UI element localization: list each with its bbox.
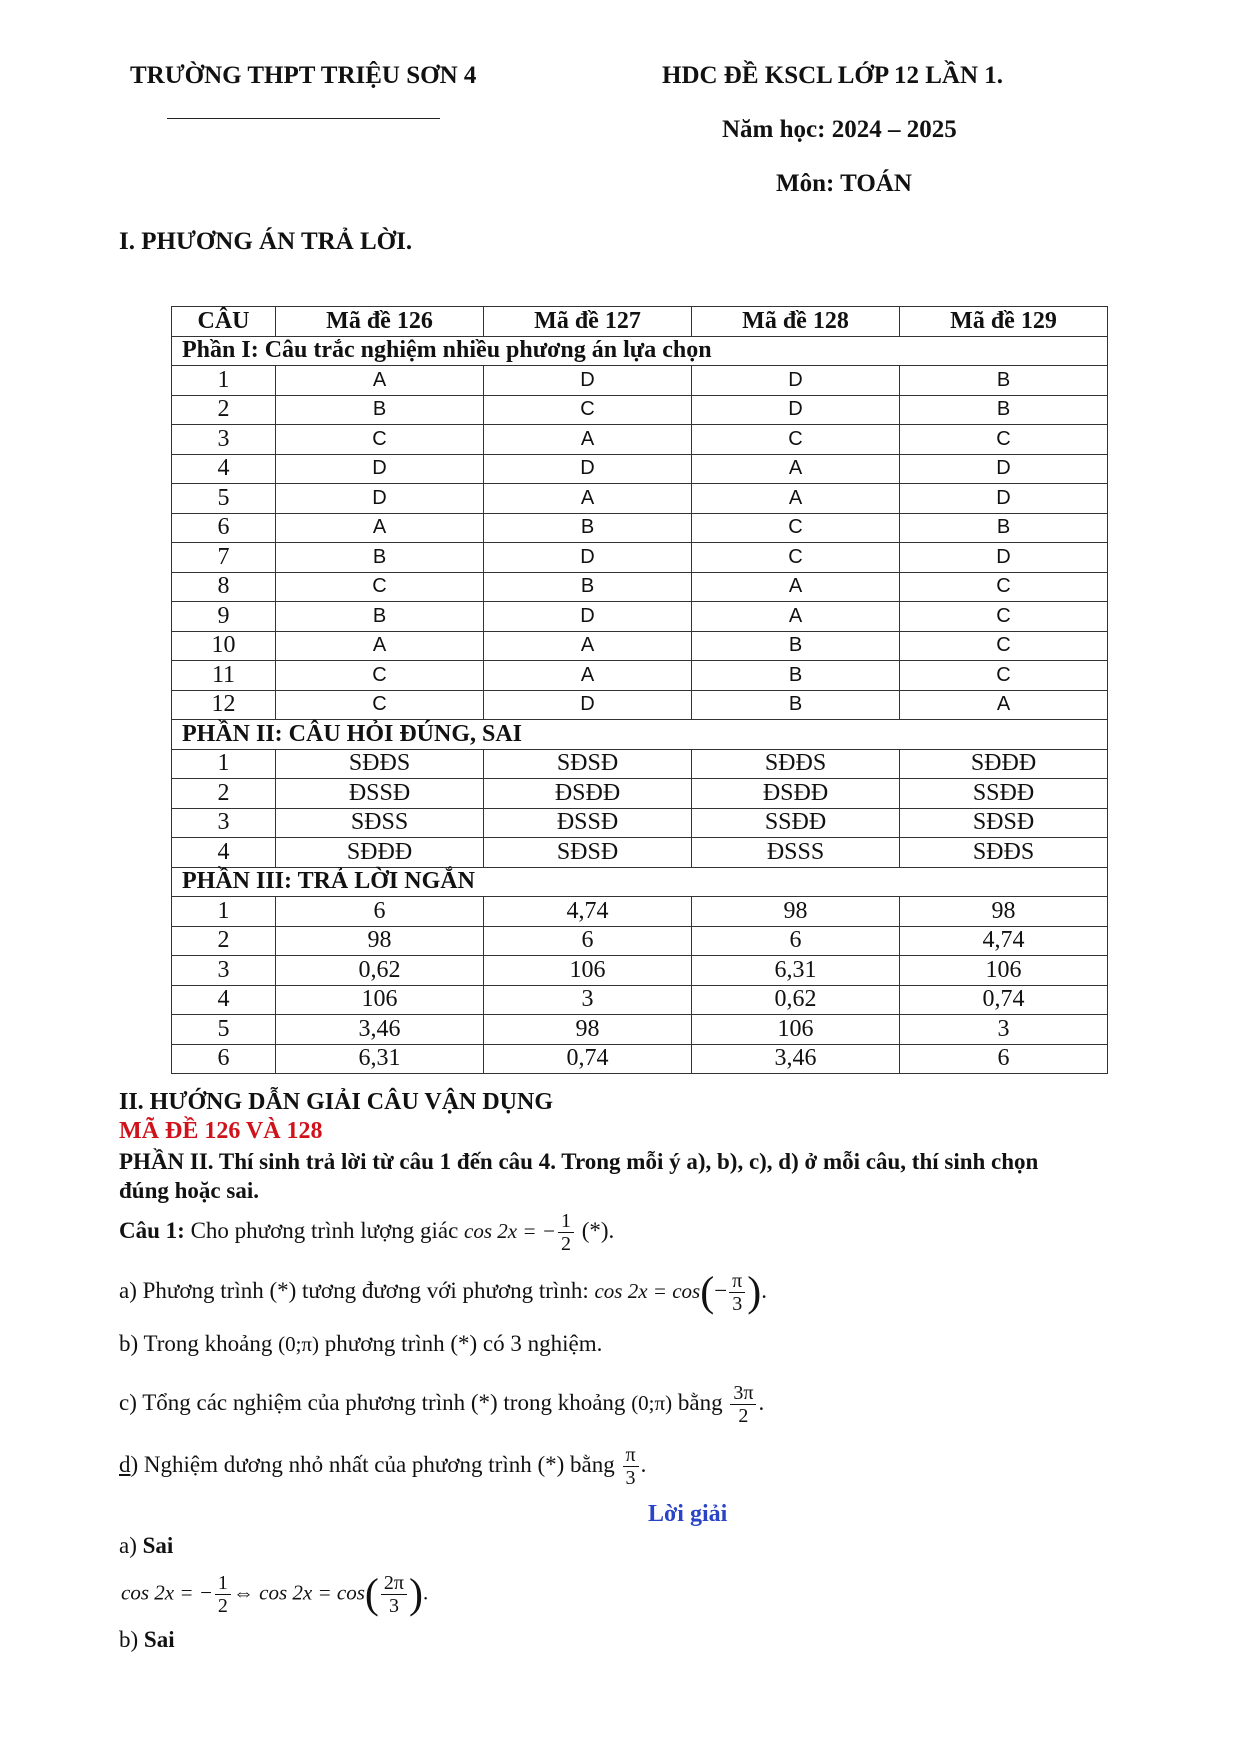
answer-cell: D: [900, 484, 1108, 514]
question-number-cell: 4: [172, 838, 276, 868]
answer-cell: ĐSSĐ: [484, 808, 692, 838]
question-number-cell: 2: [172, 926, 276, 956]
answer-cell: C: [900, 631, 1108, 661]
answer-cell: C: [692, 425, 900, 455]
question1-text: Cho phương trình lượng giác: [190, 1217, 459, 1243]
table-row: [172, 779, 1108, 809]
answer-cell: 106: [484, 956, 692, 986]
question1-option-d: d) Nghiệm dương nhỏ nhất của phương trình (*) bằng $\frac{\pi}{3}$ .: [119, 1444, 647, 1489]
answer-cell: B: [276, 395, 484, 425]
answer-cell: 106: [692, 1015, 900, 1045]
answer-cell: D: [484, 543, 692, 573]
table-row: [172, 631, 1108, 661]
solution-a-equiv: ⇔ cos 2x = cos: [232, 1580, 365, 1605]
question-number-cell: 10: [172, 631, 276, 661]
answer-cell: 3,46: [276, 1015, 484, 1045]
solution-title: Lời giải: [648, 1501, 728, 1527]
question-number-cell: 1: [172, 366, 276, 396]
question-number-cell: 5: [172, 1015, 276, 1045]
answer-cell: 3: [900, 1015, 1108, 1045]
option-c-word: bằng: [677, 1389, 723, 1415]
question-number-cell: 3: [172, 956, 276, 986]
answer-cell: 3,46: [692, 1044, 900, 1074]
answer-cell: A: [484, 631, 692, 661]
table-header-row: [172, 307, 1108, 337]
section-title-cell: PHẦN III: TRẢ LỜI NGẮN: [172, 867, 1108, 897]
answer-cell: A: [692, 484, 900, 514]
right-paren: ): [409, 1571, 423, 1618]
exam-title: HDC ĐỀ KSCL LỚP 12 LẦN 1.: [662, 62, 1004, 89]
question-number-cell: 5: [172, 484, 276, 514]
question-number-cell: 9: [172, 602, 276, 632]
answer-cell: B: [900, 513, 1108, 543]
fraction-numerator: 1: [215, 1572, 231, 1595]
part2-title-row: [172, 720, 1108, 750]
question-number-cell: 12: [172, 690, 276, 720]
answer-cell: A: [900, 690, 1108, 720]
table-row: [172, 926, 1108, 956]
answer-cell: D: [900, 543, 1108, 573]
answer-cell: A: [484, 425, 692, 455]
answer-cell: D: [276, 454, 484, 484]
answer-cell: 6: [900, 1044, 1108, 1074]
answer-cell: ĐSSĐ: [276, 779, 484, 809]
answer-cell: 0,62: [692, 985, 900, 1015]
question1-option-a: a) Phương trình (*) tương đương với phương trình: cos 2x = cos(− $\frac{\pi}{3}$ ).: [119, 1269, 768, 1316]
question1-line: [119, 1210, 614, 1255]
question-number-cell: 7: [172, 543, 276, 573]
subject: Môn: TOÁN: [776, 170, 912, 197]
answer-cell: B: [276, 543, 484, 573]
answer-cell: 98: [484, 1015, 692, 1045]
question-number-cell: 1: [172, 897, 276, 927]
answer-cell: C: [276, 425, 484, 455]
table-row: [172, 484, 1108, 514]
answer-cell: 106: [900, 956, 1108, 986]
table-row: [172, 454, 1108, 484]
answer-cell: D: [484, 454, 692, 484]
answer-cell: 6,31: [692, 956, 900, 986]
question1-option-b: [119, 1330, 602, 1358]
answer-cell: D: [484, 366, 692, 396]
question1-equation-lhs: cos 2x = −: [464, 1218, 556, 1243]
answer-cell: C: [276, 661, 484, 691]
table-row: [172, 749, 1108, 779]
answer-cell: 4,74: [900, 926, 1108, 956]
answer-cell: 0,62: [276, 956, 484, 986]
answer-cell: D: [692, 395, 900, 425]
question1-fraction: [558, 1210, 574, 1255]
table-row: [172, 690, 1108, 720]
answer-cell: SSĐĐ: [692, 808, 900, 838]
section1-title: I. PHƯƠNG ÁN TRẢ LỜI.: [119, 228, 413, 255]
fraction-numerator: 1: [558, 1210, 574, 1233]
answer-cell: SĐĐS: [900, 838, 1108, 868]
question-number-cell: 2: [172, 395, 276, 425]
answer-cell: B: [692, 661, 900, 691]
option-d-prefix: d: [119, 1451, 131, 1477]
question-number-cell: 11: [172, 661, 276, 691]
question-number-cell: 6: [172, 1044, 276, 1074]
code-title: MÃ ĐỀ 126 VÀ 128: [119, 1118, 323, 1144]
answer-cell: 0,74: [900, 985, 1108, 1015]
section-title-cell: PHẦN II: CÂU HỎI ĐÚNG, SAI: [172, 720, 1108, 750]
answer-cell: ĐSĐĐ: [484, 779, 692, 809]
answer-cell: B: [484, 572, 692, 602]
header-cell: Mã đề 128: [692, 307, 900, 337]
option-b-rest: phương trình (*) có 3 nghiệm.: [324, 1331, 603, 1356]
question-number-cell: 3: [172, 425, 276, 455]
table-row: [172, 661, 1108, 691]
answer-cell: B: [484, 513, 692, 543]
answer-cell: A: [276, 366, 484, 396]
table-row: [172, 1015, 1108, 1045]
table-row: [172, 572, 1108, 602]
answer-cell: C: [484, 395, 692, 425]
answer-cell: B: [900, 366, 1108, 396]
solution-a-lhs: cos 2x = −: [121, 1580, 213, 1605]
answer-cell: SĐSĐ: [484, 838, 692, 868]
table-row: [172, 602, 1108, 632]
option-a-math: cos 2x = cos: [594, 1278, 701, 1303]
answer-cell: D: [692, 366, 900, 396]
answer-cell: A: [692, 602, 900, 632]
option-b-interval: (0;π): [278, 1332, 320, 1356]
question1-option-c: c) Tổng các nghiệm của phương trình (*) trong khoảng (0;π) bằng $\frac{3\pi}{2}$ .: [119, 1382, 765, 1427]
solution-b-label: [119, 1626, 175, 1654]
fraction-numerator: 2π: [381, 1572, 407, 1595]
answer-cell: C: [900, 661, 1108, 691]
answer-cell: ĐSĐĐ: [692, 779, 900, 809]
part1-title-row: [172, 336, 1108, 366]
fraction-denominator: 3: [732, 1293, 743, 1315]
answer-cell: SĐĐĐ: [900, 749, 1108, 779]
answer-cell: D: [276, 484, 484, 514]
answer-cell: ĐSSS: [692, 838, 900, 868]
answer-cell: C: [692, 513, 900, 543]
question-number-cell: 6: [172, 513, 276, 543]
header-cell: Mã đề 127: [484, 307, 692, 337]
left-paren: (: [364, 1571, 379, 1618]
table-row: [172, 808, 1108, 838]
answer-cell: SĐĐĐ: [276, 838, 484, 868]
table-row: [172, 395, 1108, 425]
part2-instruction-line1: PHẦN II. Thí sinh trả lời từ câu 1 đến câu 4. Trong mỗi ý a), b), c), d) ở mỗi câu, thí sinh chọn: [119, 1149, 1039, 1174]
answer-cell: 6: [276, 897, 484, 927]
option-c-fraction: [730, 1382, 756, 1427]
question-number-cell: 2: [172, 779, 276, 809]
answer-cell: A: [276, 513, 484, 543]
table-row: [172, 543, 1108, 573]
table-row: [172, 425, 1108, 455]
question-number-cell: 4: [172, 985, 276, 1015]
answer-cell: B: [276, 602, 484, 632]
minus-sign: −: [714, 1277, 728, 1303]
option-d-text: ) Nghiệm dương nhỏ nhất của phương trình (*) bằng: [130, 1451, 615, 1477]
answer-cell: A: [484, 484, 692, 514]
fraction-denominator: 3: [388, 1595, 399, 1617]
header-cell: CÂU: [172, 307, 276, 337]
answer-cell: 106: [276, 985, 484, 1015]
solution-a-letter: a): [119, 1533, 137, 1558]
answer-cell: 6,31: [276, 1044, 484, 1074]
part2-instruction-line2: đúng hoặc sai.: [119, 1178, 259, 1203]
answer-cell: 3: [484, 985, 692, 1015]
fraction-denominator: 2: [217, 1595, 228, 1617]
option-c-text: c) Tổng các nghiệm của phương trình (*) trong khoảng: [119, 1389, 626, 1415]
fraction-numerator: 3π: [730, 1382, 756, 1405]
header-cell: Mã đề 126: [276, 307, 484, 337]
answer-cell: A: [692, 454, 900, 484]
section-title-cell: Phần I: Câu trắc nghiệm nhiều phương án lựa chọn: [172, 336, 1108, 366]
option-a-fraction: [729, 1270, 745, 1315]
fraction-denominator: 2: [738, 1405, 749, 1427]
answer-cell: 98: [900, 897, 1108, 927]
solution-a-equation: cos 2x = − $\frac{1}{2}$ ⇔ cos 2x = cos( $\frac{2\pi}{3}$ ).: [121, 1571, 429, 1618]
table-row: [172, 366, 1108, 396]
question1-label: Câu 1:: [119, 1217, 185, 1243]
answer-table: [171, 306, 1108, 1074]
fraction-denominator: 2: [560, 1233, 571, 1255]
fraction-numerator: π: [729, 1270, 745, 1293]
answer-cell: 6: [692, 926, 900, 956]
table-row: [172, 985, 1108, 1015]
answer-cell: B: [900, 395, 1108, 425]
header-underline: [167, 118, 440, 119]
answer-cell: C: [900, 425, 1108, 455]
school-year: Năm học: 2024 – 2025: [722, 116, 957, 143]
school-name: TRƯỜNG THPT TRIỆU SƠN 4: [130, 62, 477, 89]
solution-a-label: [119, 1532, 173, 1560]
answer-cell: SĐĐS: [692, 749, 900, 779]
section2-title: II. HƯỚNG DẪN GIẢI CÂU VẬN DỤNG: [119, 1089, 554, 1115]
answer-cell: C: [900, 572, 1108, 602]
solution-a-fraction2: [381, 1572, 407, 1617]
answer-cell: A: [484, 661, 692, 691]
fraction-denominator: 3: [625, 1467, 636, 1489]
table-row: [172, 897, 1108, 927]
question-number-cell: 4: [172, 454, 276, 484]
answer-cell: SĐSĐ: [900, 808, 1108, 838]
solution-b-letter: b): [119, 1627, 139, 1652]
option-b-text: b) Trong khoảng: [119, 1331, 273, 1356]
left-paren: (: [700, 1269, 715, 1316]
answer-cell: 6: [484, 926, 692, 956]
option-d-fraction: [623, 1444, 639, 1489]
answer-cell: B: [692, 690, 900, 720]
solution-a-verdict: Sai: [142, 1533, 174, 1558]
fraction-numerator: π: [623, 1444, 639, 1467]
solution-a-fraction: [215, 1572, 231, 1617]
answer-cell: D: [484, 690, 692, 720]
table-row: [172, 956, 1108, 986]
answer-cell: 0,74: [484, 1044, 692, 1074]
right-paren: ): [747, 1269, 762, 1316]
option-a-text: a) Phương trình (*) tương đương với phương trình:: [119, 1277, 589, 1303]
answer-cell: 98: [692, 897, 900, 927]
answer-cell: SSĐĐ: [900, 779, 1108, 809]
answer-cell: C: [276, 690, 484, 720]
answer-cell: 4,74: [484, 897, 692, 927]
answer-cell: SĐSĐ: [484, 749, 692, 779]
solution-b-verdict: Sai: [143, 1627, 175, 1652]
answer-cell: A: [276, 631, 484, 661]
answer-cell: C: [692, 543, 900, 573]
answer-cell: SĐSS: [276, 808, 484, 838]
question-number-cell: 8: [172, 572, 276, 602]
answer-cell: C: [900, 602, 1108, 632]
table-row: [172, 838, 1108, 868]
table-row: [172, 1044, 1108, 1074]
option-c-interval: (0;π): [631, 1390, 673, 1415]
header-cell: Mã đề 129: [900, 307, 1108, 337]
answer-cell: B: [692, 631, 900, 661]
answer-cell: D: [900, 454, 1108, 484]
question-number-cell: 3: [172, 808, 276, 838]
part3-title-row: [172, 867, 1108, 897]
table-row: [172, 513, 1108, 543]
answer-cell: SĐĐS: [276, 749, 484, 779]
answer-cell: 98: [276, 926, 484, 956]
answer-cell: D: [484, 602, 692, 632]
question-number-cell: 1: [172, 749, 276, 779]
question1-tag: (*).: [581, 1217, 615, 1243]
answer-cell: C: [276, 572, 484, 602]
answer-cell: A: [692, 572, 900, 602]
